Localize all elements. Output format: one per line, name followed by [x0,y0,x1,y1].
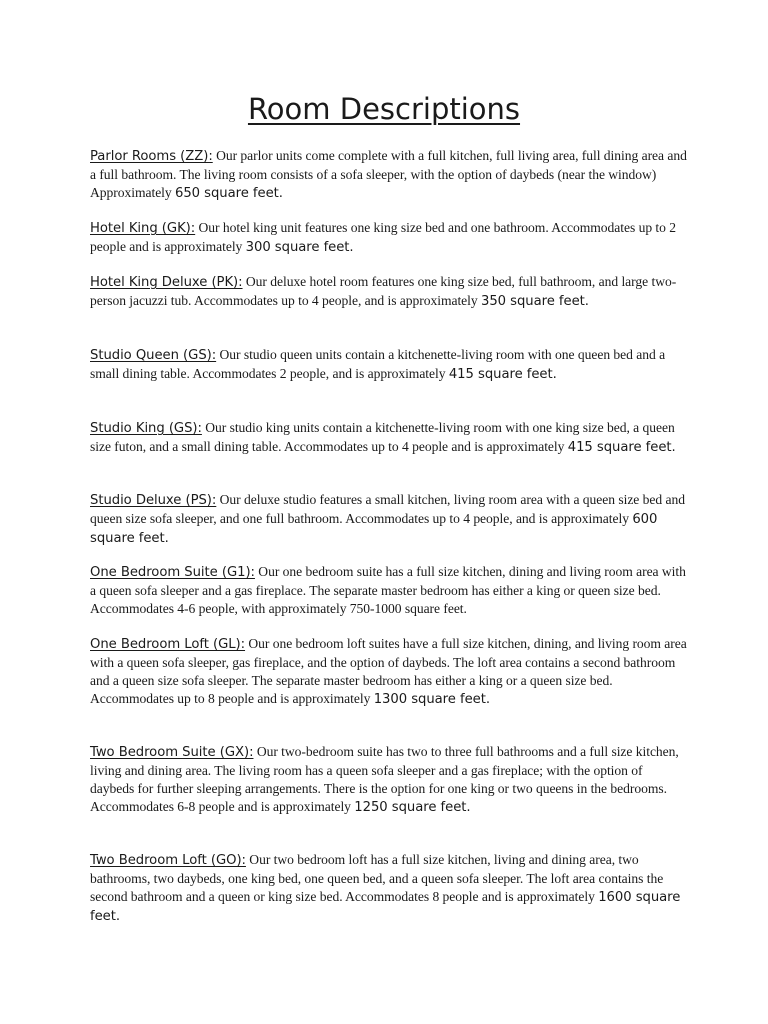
room-heading: Studio King (GS): [90,421,202,436]
room-text: Our hotel king unit features one king size bed and one bathroom. Accommodates up to 2 people and is approximately [90,220,676,254]
room-description-hotel-king-deluxe [90,273,690,311]
room-heading: Hotel King (GK): [90,221,196,236]
room-text: Our parlor units come complete with a full kitchen, full living area, full dining area and a full bathroom. The living room consists of a sofa sleeper, with the option of daybeds (near the window) Approximately [90,148,687,200]
page-title-text: Room Descriptions [247,92,521,126]
room-size: 650 square feet. [175,186,283,201]
room-text: Our two-bedroom suite has two to three full bathrooms and a full size kitchen, living and dining area. The living room has a queen sofa sleeper and a gas fireplace; with the option of daybeds for further sleeping arrangements. There is the option for one king or two queens in the bedrooms. Accommodates 6-8 people and is approximately [90,744,679,814]
room-size: 350 square feet. [481,294,589,309]
room-description-one-bedroom-suite [90,563,690,619]
room-text: Our one bedroom loft suites have a full size kitchen, dining, and living room area with a queen sofa sleeper, gas fireplace, and the option of daybeds. The loft area contains a second bathroom and a queen size sofa sleeper. The separate master bedroom has either a king or a queen size bed. Accommodates up to 8 people and is approximately [90,636,687,706]
room-description-hotel-king [90,219,690,257]
room-size: 415 square feet. [448,367,557,382]
room-size: 600 square feet. [90,512,658,546]
room-heading: Hotel King Deluxe (PK): [90,275,243,290]
room-size: 1600 square feet. [90,890,681,924]
room-heading: Studio Queen (GS): [90,348,217,363]
room-text: Our two bedroom loft has a full size kitchen, living and dining area, two bathrooms, two daybeds, one king bed, one queen bed, and a queen sofa sleeper. The loft area contains the second bathroom and a queen or king size bed. Accommodates 8 people and is approximately [90,852,664,904]
room-heading: Studio Deluxe (PS): [90,493,217,508]
room-description-two-bedroom-loft [90,851,690,926]
room-size: 415 square feet. [567,440,676,455]
room-text: Our deluxe studio features a small kitchen, living room area with a queen size bed and queen size sofa sleeper, and one full bathroom. Accommodates up to 4 people, and is approximately [90,492,685,526]
room-description-studio-king [90,419,690,457]
room-size: 300 square feet. [245,240,354,255]
room-description-studio-queen [90,346,690,384]
room-description-one-bedroom-loft [90,635,690,709]
room-heading: One Bedroom Suite (G1): [90,565,255,580]
room-text: Our one bedroom suite has a full size kitchen, dining and living room area with a queen sofa sleeper and a gas fireplace. The separate master bedroom has either a king or queen size bed. Accommodates 4-6 people, with approximately 750-1000 square feet. [90,564,686,616]
room-heading: Two Bedroom Suite (GX): [90,745,254,760]
room-text: Our studio queen units contain a kitchenette-living room with one queen bed and a small dining table. Accommodates 2 people, and is approximately [90,347,666,381]
room-heading: Parlor Rooms (ZZ): [90,149,213,164]
room-size: 1300 square feet. [373,692,490,707]
room-description-studio-deluxe [90,491,690,548]
page-title [0,89,768,129]
room-heading: One Bedroom Loft (GL): [90,637,246,652]
room-text: Our studio king units contain a kitchenette-living room with one king size bed, a queen size futon, and a small dining table. Accommodates up to 4 people and is approximately [90,420,675,454]
room-heading: Two Bedroom Loft (GO): [90,853,246,868]
room-size: 1250 square feet. [354,800,471,815]
room-description-parlor-rooms [90,147,690,203]
room-description-two-bedroom-suite [90,743,690,817]
room-text: Our deluxe hotel room features one king size bed, full bathroom, and large two-person jacuzzi tub. Accommodates up to 4 people, and is approximately [90,274,677,308]
